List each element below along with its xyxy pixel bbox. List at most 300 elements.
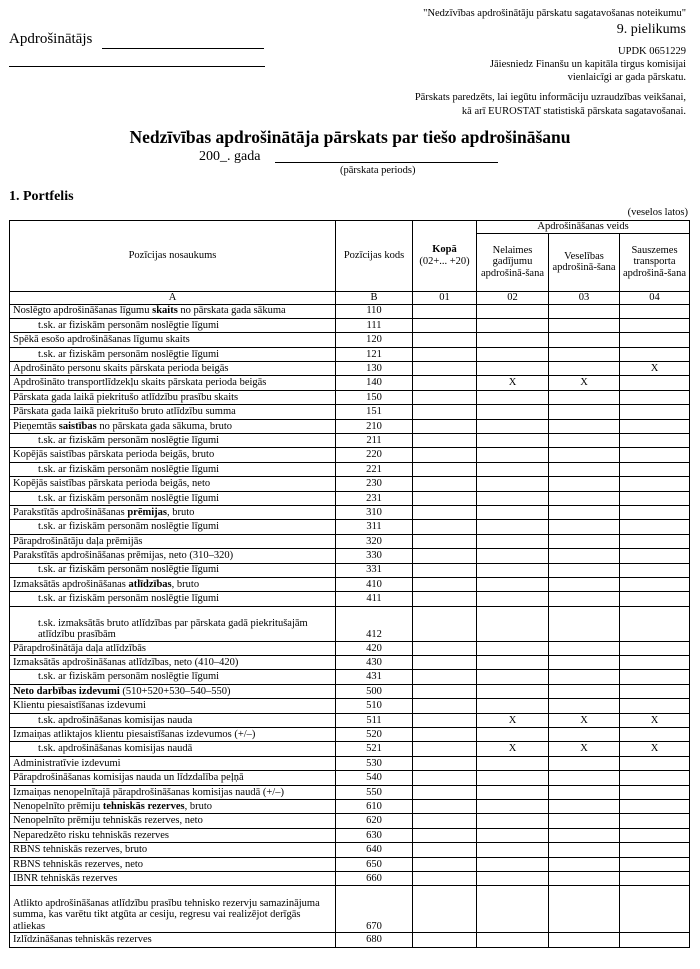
value-cell-total[interactable]	[413, 491, 477, 505]
value-cell-x03[interactable]	[549, 491, 620, 505]
value-cell-x04: X	[620, 742, 690, 756]
value-cell-x02[interactable]	[477, 304, 549, 318]
value-cell-x04[interactable]	[620, 728, 690, 742]
row-label-text-end: , bruto	[171, 578, 200, 590]
value-cell-total[interactable]	[413, 563, 477, 577]
value-cell-x04[interactable]	[620, 549, 690, 563]
row-label	[10, 304, 336, 318]
value-cell-x02[interactable]	[477, 520, 549, 534]
value-cell-x04[interactable]	[620, 405, 690, 419]
value-cell-x03[interactable]	[549, 843, 620, 857]
value-cell-total[interactable]	[413, 684, 477, 698]
row-code: 521	[336, 742, 413, 756]
value-cell-x02[interactable]	[477, 491, 549, 505]
value-cell-x03[interactable]	[549, 886, 620, 933]
value-cell-total[interactable]	[413, 347, 477, 361]
value-cell-total[interactable]	[413, 670, 477, 684]
value-cell-x04[interactable]	[620, 843, 690, 857]
row-code: 412	[336, 606, 413, 641]
table-row	[10, 376, 690, 390]
value-cell-x03[interactable]	[549, 477, 620, 491]
row-label-text: Pieņemtās	[13, 420, 59, 432]
row-label	[10, 886, 336, 933]
col-name-header: Pozīcijas nosaukums	[10, 221, 336, 292]
value-cell-x03[interactable]	[549, 699, 620, 713]
row-label	[10, 462, 336, 476]
row-label	[10, 549, 336, 563]
value-cell-x04[interactable]	[620, 577, 690, 591]
table-row	[10, 670, 690, 684]
value-cell-x02[interactable]	[477, 563, 549, 577]
period-line[interactable]	[275, 162, 498, 163]
table-row	[10, 699, 690, 713]
value-cell-x02[interactable]	[477, 933, 549, 947]
value-cell-x04[interactable]	[620, 448, 690, 462]
row-code: 210	[336, 419, 413, 433]
row-label	[10, 713, 336, 727]
value-cell-total[interactable]	[413, 606, 477, 641]
table-row	[10, 390, 690, 404]
value-cell-total[interactable]	[413, 828, 477, 842]
table-row	[10, 713, 690, 727]
row-label-text: Pārapdrošinātāju daļa prēmijās	[13, 535, 143, 547]
value-cell-x02[interactable]	[477, 477, 549, 491]
row-label-text: Klientu piesaistīšanas izdevumi	[13, 700, 146, 712]
value-cell-total[interactable]	[413, 728, 477, 742]
value-cell-x03[interactable]	[549, 577, 620, 591]
row-label	[10, 684, 336, 698]
value-cell-x04[interactable]	[620, 699, 690, 713]
value-cell-x04[interactable]	[620, 491, 690, 505]
row-label	[10, 699, 336, 713]
value-cell-x04[interactable]	[620, 376, 690, 390]
value-cell-x03[interactable]	[549, 814, 620, 828]
table-row	[10, 843, 690, 857]
value-cell-x04[interactable]	[620, 828, 690, 842]
value-cell-total[interactable]	[413, 405, 477, 419]
value-cell-x02[interactable]	[477, 728, 549, 742]
row-label	[10, 756, 336, 770]
row-label-text-end: , bruto	[166, 506, 195, 518]
row-label-text: t.sk. apdrošināšanas komisijas naudā	[38, 743, 193, 755]
row-label	[10, 670, 336, 684]
value-cell-total[interactable]	[413, 592, 477, 606]
col-number-01: 01	[413, 291, 477, 304]
row-label	[10, 563, 336, 577]
value-cell-total[interactable]	[413, 756, 477, 770]
col-number-02: 02	[477, 291, 549, 304]
table-row	[10, 549, 690, 563]
row-label-text: Izmaksātās apdrošināšanas	[13, 578, 129, 590]
section-title: 1. Portfelis	[9, 189, 74, 204]
value-cell-total[interactable]	[413, 304, 477, 318]
col-accident-header: Nelaimes gadījumu apdrošinā-šana	[477, 233, 549, 291]
value-cell-x02[interactable]	[477, 699, 549, 713]
value-cell-x03[interactable]	[549, 670, 620, 684]
value-cell-total[interactable]	[413, 505, 477, 519]
value-cell-x03[interactable]	[549, 871, 620, 885]
value-cell-x04[interactable]	[620, 505, 690, 519]
row-code: 630	[336, 828, 413, 842]
value-cell-x04[interactable]	[620, 462, 690, 476]
row-label-text-end: (510+520+530–540–550)	[119, 685, 231, 697]
value-cell-total[interactable]	[413, 843, 477, 857]
table-row	[10, 362, 690, 376]
row-label-text: Apdrošināto personu skaits pārskata perioda beigās	[13, 363, 229, 374]
value-cell-x03[interactable]	[549, 771, 620, 785]
value-cell-x04[interactable]	[620, 641, 690, 655]
value-cell-x04[interactable]	[620, 756, 690, 770]
row-label	[10, 347, 336, 361]
table-row	[10, 318, 690, 332]
value-cell-x02[interactable]	[477, 843, 549, 857]
value-cell-x03[interactable]	[549, 656, 620, 670]
value-cell-x03[interactable]	[549, 641, 620, 655]
value-cell-total[interactable]	[413, 419, 477, 433]
value-cell-x02[interactable]	[477, 419, 549, 433]
value-cell-total[interactable]	[413, 434, 477, 448]
period-caption: (pārskata periods)	[340, 165, 416, 176]
row-label	[10, 857, 336, 871]
value-cell-x02[interactable]	[477, 505, 549, 519]
value-cell-x04[interactable]	[620, 871, 690, 885]
value-cell-x03[interactable]	[549, 563, 620, 577]
value-cell-x04[interactable]	[620, 670, 690, 684]
row-code: 231	[336, 491, 413, 505]
col-number-04: 04	[620, 291, 690, 304]
value-cell-x03[interactable]	[549, 549, 620, 563]
value-cell-x03[interactable]	[549, 448, 620, 462]
row-label-text: Nenopelnīto prēmiju tehniskās rezerves, neto	[13, 815, 203, 827]
value-cell-total[interactable]	[413, 656, 477, 670]
value-cell-total[interactable]	[413, 462, 477, 476]
value-cell-x02[interactable]	[477, 592, 549, 606]
value-cell-x02[interactable]	[477, 390, 549, 404]
row-code: 530	[336, 756, 413, 770]
row-label	[10, 362, 336, 376]
row-label	[10, 871, 336, 885]
value-cell-x02[interactable]	[477, 347, 549, 361]
value-cell-total[interactable]	[413, 549, 477, 563]
row-label	[10, 491, 336, 505]
purpose-note-1: Pārskats paredzēts, lai iegūtu informāciju uzraudzības veikšanai,	[414, 92, 686, 103]
row-label	[10, 577, 336, 591]
value-cell-x02[interactable]	[477, 670, 549, 684]
row-label	[10, 520, 336, 534]
value-cell-total[interactable]	[413, 814, 477, 828]
table-row	[10, 728, 690, 742]
value-cell-total[interactable]	[413, 742, 477, 756]
row-label-text: Izlīdzināšanas tehniskās rezerves	[13, 934, 152, 946]
row-code: 410	[336, 577, 413, 591]
value-cell-x03[interactable]	[549, 362, 620, 376]
portfolio-table	[9, 220, 690, 948]
value-cell-x02[interactable]	[477, 785, 549, 799]
value-cell-x03[interactable]	[549, 318, 620, 332]
table-row	[10, 462, 690, 476]
table-row	[10, 857, 690, 871]
value-cell-x02[interactable]	[477, 814, 549, 828]
row-code: 510	[336, 699, 413, 713]
value-cell-x02[interactable]	[477, 656, 549, 670]
value-cell-x04[interactable]	[620, 814, 690, 828]
value-cell-x03[interactable]	[549, 728, 620, 742]
value-cell-x02: X	[477, 376, 549, 390]
value-cell-total[interactable]	[413, 534, 477, 548]
row-code: 540	[336, 771, 413, 785]
value-cell-x03[interactable]	[549, 534, 620, 548]
value-cell-x02: X	[477, 713, 549, 727]
value-cell-total[interactable]	[413, 933, 477, 947]
row-code: 330	[336, 549, 413, 563]
row-label-text: t.sk. ar fiziskām personām noslēgtie līgumi	[38, 671, 220, 683]
row-label-text: Izmaiņas atliktajos klientu piesaistīšanas izdevumos (+/–)	[13, 728, 256, 740]
row-label	[10, 785, 336, 799]
value-cell-x04[interactable]	[620, 318, 690, 332]
value-cell-x03[interactable]	[549, 785, 620, 799]
value-cell-x04[interactable]	[620, 606, 690, 641]
value-cell-x02[interactable]	[477, 857, 549, 871]
row-code: 311	[336, 520, 413, 534]
value-cell-x03[interactable]	[549, 756, 620, 770]
value-cell-x02[interactable]	[477, 405, 549, 419]
value-cell-x02[interactable]	[477, 871, 549, 885]
row-label-text: Administratīvie izdevumi	[13, 757, 121, 769]
value-cell-x03[interactable]	[549, 800, 620, 814]
value-cell-x02[interactable]	[477, 534, 549, 548]
table-row	[10, 347, 690, 361]
row-code: 120	[336, 333, 413, 347]
value-cell-x03[interactable]	[549, 606, 620, 641]
value-cell-x03[interactable]	[549, 828, 620, 842]
value-cell-x04[interactable]	[620, 390, 690, 404]
row-label	[10, 742, 336, 756]
row-label-text: Neparedzēto risku tehniskās rezerves	[13, 829, 169, 841]
row-code: 610	[336, 800, 413, 814]
value-cell-x04[interactable]	[620, 592, 690, 606]
value-cell-total[interactable]	[413, 448, 477, 462]
value-cell-x04[interactable]	[620, 886, 690, 933]
value-cell-x03[interactable]	[549, 347, 620, 361]
value-cell-x02[interactable]	[477, 577, 549, 591]
row-label-text: Pārskata gada laikā piekritušo atlīdzību prasību skaits	[13, 391, 239, 403]
value-cell-total[interactable]	[413, 886, 477, 933]
value-cell-total[interactable]	[413, 520, 477, 534]
value-cell-x03: X	[549, 376, 620, 390]
row-label-emphasis: skaits	[152, 305, 178, 317]
value-cell-x03[interactable]	[549, 434, 620, 448]
value-cell-x03[interactable]	[549, 419, 620, 433]
row-label	[10, 477, 336, 491]
value-cell-x04[interactable]	[620, 333, 690, 347]
value-cell-x02[interactable]	[477, 771, 549, 785]
table-row	[10, 684, 690, 698]
row-label-text: t.sk. izmaksātās bruto atlīdzības par pārskata gadā piekritušajām atlīdzību prasībām	[38, 617, 308, 641]
value-cell-x02[interactable]	[477, 333, 549, 347]
value-cell-total[interactable]	[413, 785, 477, 799]
table-row	[10, 871, 690, 885]
row-label-text: Atlikto apdrošināšanas atlīdzību prasību tehnisko rezervju samazinājuma summa, kas varētu tikt atgūta ar cesiju, regresu vai realizējot derīgās atliekas	[13, 897, 320, 932]
row-label-text: t.sk. ar fiziskām personām noslēgtie līgumi	[38, 521, 220, 533]
value-cell-x03[interactable]	[549, 520, 620, 534]
row-label-text: Pārapdrošināšanas komisijas nauda un līdzdalība peļņā	[13, 772, 244, 784]
row-code: 640	[336, 843, 413, 857]
value-cell-x04[interactable]	[620, 800, 690, 814]
appendix-label: 9. pielikums	[616, 22, 686, 37]
col-letter-b: B	[336, 291, 413, 304]
value-cell-x03[interactable]	[549, 684, 620, 698]
value-cell-x04[interactable]	[620, 933, 690, 947]
row-label	[10, 656, 336, 670]
row-label	[10, 641, 336, 655]
value-cell-x02[interactable]	[477, 318, 549, 332]
value-cell-total[interactable]	[413, 699, 477, 713]
value-cell-x02[interactable]	[477, 606, 549, 641]
row-label-emphasis: Neto darbības izdevumi	[13, 685, 120, 697]
value-cell-x04[interactable]	[620, 563, 690, 577]
table-row	[10, 656, 690, 670]
value-cell-x04[interactable]	[620, 304, 690, 318]
row-label-emphasis: tehniskās rezerves	[102, 800, 185, 812]
value-cell-x03[interactable]	[549, 462, 620, 476]
value-cell-total[interactable]	[413, 771, 477, 785]
value-cell-x04[interactable]	[620, 419, 690, 433]
value-cell-x02[interactable]	[477, 800, 549, 814]
value-cell-x02[interactable]	[477, 462, 549, 476]
row-label-text: t.sk. ar fiziskām personām noslēgtie līgumi	[38, 434, 220, 446]
year-label: 200_. gada	[199, 149, 261, 164]
value-cell-x04[interactable]	[620, 857, 690, 871]
table-row	[10, 505, 690, 519]
row-code: 431	[336, 670, 413, 684]
value-cell-x02[interactable]	[477, 886, 549, 933]
row-label-emphasis: prēmijas	[127, 506, 167, 518]
value-cell-total[interactable]	[413, 713, 477, 727]
value-cell-x03[interactable]	[549, 405, 620, 419]
table-row	[10, 520, 690, 534]
row-label-text: t.sk. ar fiziskām personām noslēgtie līgumi	[38, 463, 220, 475]
value-cell-x03[interactable]	[549, 592, 620, 606]
value-cell-x02[interactable]	[477, 756, 549, 770]
row-label	[10, 606, 336, 641]
row-label-text: Parakstītās apdrošināšanas	[13, 506, 128, 518]
value-cell-total[interactable]	[413, 333, 477, 347]
table-row	[10, 933, 690, 947]
row-label	[10, 318, 336, 332]
table-row	[10, 577, 690, 591]
row-label	[10, 505, 336, 519]
value-cell-x04[interactable]	[620, 785, 690, 799]
value-cell-total[interactable]	[413, 362, 477, 376]
row-label-text: Pārskata gada laikā piekritušo bruto atlīdzību summa	[13, 406, 236, 418]
value-cell-x04[interactable]	[620, 684, 690, 698]
value-cell-total[interactable]	[413, 376, 477, 390]
col-letter-a: A	[10, 291, 336, 304]
row-label	[10, 843, 336, 857]
row-code: 550	[336, 785, 413, 799]
table-row	[10, 448, 690, 462]
row-label-text-end: , bruto	[184, 800, 212, 812]
value-cell-x03[interactable]	[549, 390, 620, 404]
row-label-text: Kopējās saistības pārskata perioda beigās, neto	[13, 478, 211, 490]
value-cell-x03[interactable]	[549, 304, 620, 318]
row-code: 110	[336, 304, 413, 318]
value-cell-x02[interactable]	[477, 448, 549, 462]
value-cell-total[interactable]	[413, 577, 477, 591]
value-cell-x04[interactable]	[620, 434, 690, 448]
value-cell-x04[interactable]	[620, 534, 690, 548]
table-row	[10, 771, 690, 785]
value-cell-x03[interactable]	[549, 857, 620, 871]
row-code: 650	[336, 857, 413, 871]
row-label	[10, 828, 336, 842]
row-label-text: Noslēgto apdrošināšanas līgumu	[13, 305, 153, 317]
value-cell-total[interactable]	[413, 871, 477, 885]
col-total-bold: Kopā	[432, 244, 457, 256]
col-land-transport-header: Sauszemes transporta apdrošinā-šana	[620, 233, 690, 291]
value-cell-total[interactable]	[413, 857, 477, 871]
value-cell-x04[interactable]	[620, 477, 690, 491]
value-cell-total[interactable]	[413, 800, 477, 814]
value-cell-total[interactable]	[413, 477, 477, 491]
insurer-name-line-2[interactable]	[9, 66, 265, 67]
value-cell-x02[interactable]	[477, 549, 549, 563]
value-cell-x02[interactable]	[477, 362, 549, 376]
insurer-name-line[interactable]	[102, 48, 264, 49]
value-cell-total[interactable]	[413, 390, 477, 404]
row-label-text-end: no pārskata gada sākuma, bruto	[96, 420, 233, 432]
row-label-emphasis: atlīdzības	[128, 578, 172, 590]
purpose-note-2: kā arī EUROSTAT statistiskā pārskata sagatavošanai.	[461, 106, 686, 117]
row-label	[10, 405, 336, 419]
value-cell-x04[interactable]	[620, 656, 690, 670]
table-row	[10, 333, 690, 347]
row-label-text: Izmaksātās apdrošināšanas atlīdzības, neto (410–420)	[13, 657, 239, 669]
row-code: 130	[336, 362, 413, 376]
row-code: 151	[336, 405, 413, 419]
value-cell-x04[interactable]	[620, 771, 690, 785]
row-code: 221	[336, 462, 413, 476]
row-code: 511	[336, 713, 413, 727]
row-code: 320	[336, 534, 413, 548]
row-code: 500	[336, 684, 413, 698]
value-cell-x02[interactable]	[477, 641, 549, 655]
page-title: Nedzīvības apdrošinātāja pārskats par tiešo apdrošināšanu	[129, 127, 571, 147]
value-cell-x02[interactable]	[477, 684, 549, 698]
table-row	[10, 606, 690, 641]
table-row	[10, 742, 690, 756]
value-cell-x03: X	[549, 742, 620, 756]
value-cell-total[interactable]	[413, 641, 477, 655]
table-row	[10, 886, 690, 933]
row-label-text: t.sk. apdrošināšanas komisijas nauda	[38, 714, 193, 726]
row-code: 411	[336, 592, 413, 606]
value-cell-x03[interactable]	[549, 933, 620, 947]
row-label	[10, 771, 336, 785]
value-cell-x03[interactable]	[549, 333, 620, 347]
table-row	[10, 563, 690, 577]
row-label	[10, 419, 336, 433]
col-total-formula: (02+... +20)	[419, 255, 470, 267]
value-cell-x04[interactable]	[620, 347, 690, 361]
value-cell-x03[interactable]	[549, 505, 620, 519]
value-cell-x02[interactable]	[477, 434, 549, 448]
row-code: 420	[336, 641, 413, 655]
value-cell-x02[interactable]	[477, 828, 549, 842]
col-health-header: Veselības apdrošinā-šana	[549, 233, 620, 291]
value-cell-x04[interactable]	[620, 520, 690, 534]
value-cell-total[interactable]	[413, 318, 477, 332]
